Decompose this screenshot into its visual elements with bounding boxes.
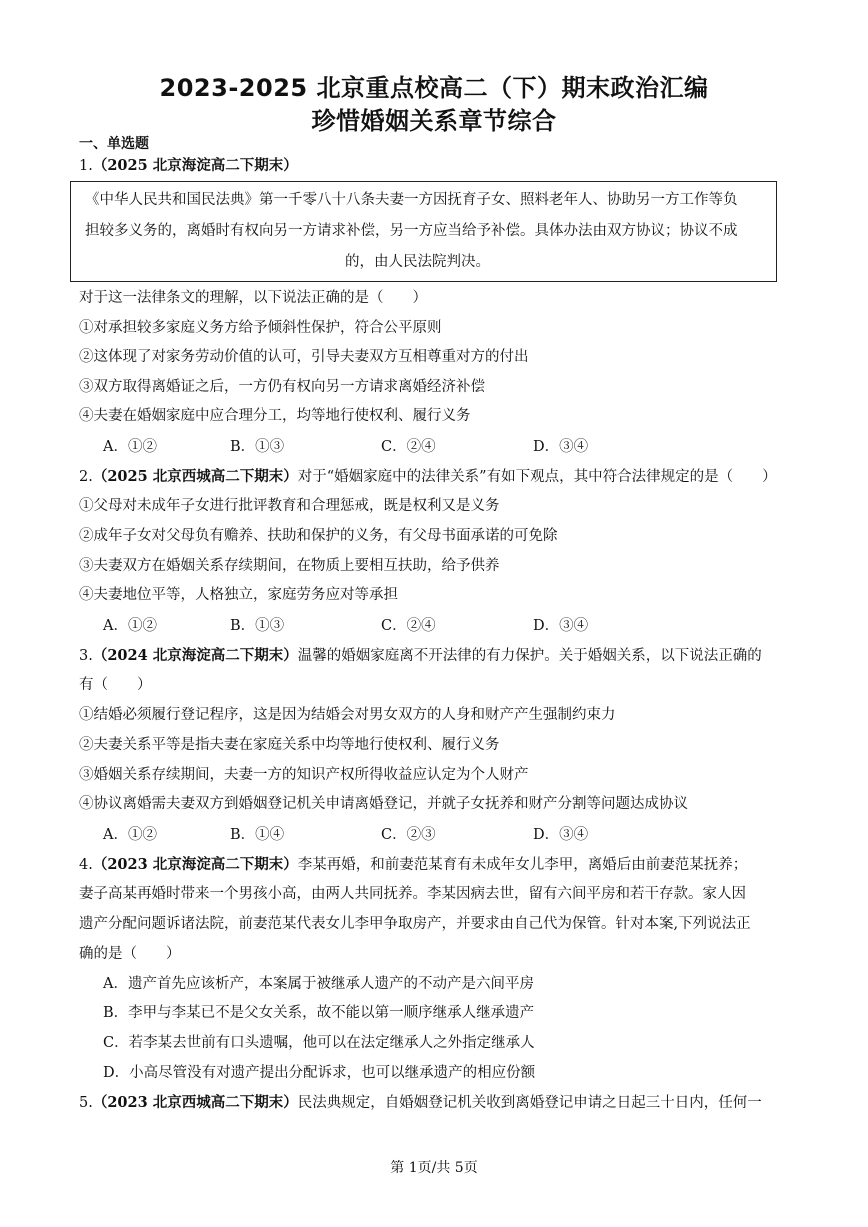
statement-item: ②这体现了对家务劳动价值的认可，引导夫妻双方互相尊重对方的付出	[79, 349, 529, 365]
option-c: C．②④	[381, 618, 436, 634]
question-number: 5.	[79, 1095, 93, 1111]
question-stem-continued: 有（ ）	[79, 677, 152, 693]
option-a: A．①②	[103, 618, 157, 634]
choice-d: D．小高尽管没有对遗产提出分配诉求，也可以继承遗产的相应份额	[103, 1065, 536, 1081]
question-number: 1.	[79, 158, 93, 174]
statement-item: ①父母对未成年子女进行批评教育和合理惩戒，既是权利又是义务	[79, 498, 500, 514]
option-d: D．③④	[533, 439, 589, 455]
question-stem: 温馨的婚姻家庭离不开法律的有力保护。关于婚姻关系，以下说法正确的	[297, 648, 762, 664]
question-5-header	[79, 1093, 762, 1113]
statement-item: ④夫妻在婚姻家庭中应合理分工，均等地行使权利、履行义务	[79, 408, 471, 424]
page-title: 2023-2025 北京重点校高二（下）期末政治汇编	[159, 74, 709, 102]
quote-box	[70, 181, 777, 282]
statement-item: ④协议离婚需夫妻双方到婚姻登记机关申请离婚登记，并就子女抚养和财产分割等问题达成协议	[79, 796, 688, 812]
quote-line: 担较多义务的，离婚时有权向另一方请求补偿，另一方应当给予补偿。具体办法由双方协议；协议不成	[85, 223, 738, 239]
choice-b: B．李甲与李某已不是父女关系，故不能以第一顺序继承人继承遗产	[103, 1005, 535, 1021]
choice-c: C．若李某去世前有口头遗嘱，他可以在法定继承人之外指定继承人	[103, 1035, 535, 1051]
option-c: C．②④	[381, 439, 436, 455]
statement-item: ③婚姻关系存续期间，夫妻一方的知识产权所得收益应认定为个人财产	[79, 767, 529, 783]
statement-item: ③双方取得离婚证之后，一方仍有权向另一方请求离婚经济补偿	[79, 379, 485, 395]
question-source: （2025 北京海淀高二下期末）	[92, 157, 298, 174]
quote-line: 《中华人民共和国民法典》第一千零八十八条夫妻一方因抚育子女、照料老年人、协助另一方工作等负	[85, 192, 738, 208]
option-b: B．①③	[230, 439, 285, 455]
question-source: （2023 北京西城高二下期末）	[92, 1094, 298, 1111]
question-stem: 民法典规定，自婚姻登记机关收到离婚登记申请之日起三十日内，任何一	[297, 1095, 762, 1111]
option-c: C．②③	[381, 827, 436, 843]
question-2-header	[79, 467, 777, 487]
option-b: B．①④	[230, 827, 285, 843]
option-a: A．①②	[103, 439, 157, 455]
page-subtitle: 珍惜婚姻关系章节综合	[311, 107, 557, 135]
question-3-header	[79, 646, 762, 666]
question-stem: 对于这一法律条文的理解，以下说法正确的是（ ）	[79, 290, 427, 306]
question-4-header	[79, 855, 747, 875]
statement-item: ②成年子女对父母负有赡养、扶助和保护的义务，有父母书面承诺的可免除	[79, 528, 558, 544]
statement-item: ④夫妻地位平等，人格独立，家庭劳务应对等承担	[79, 587, 398, 603]
statement-item: ②夫妻关系平等是指夫妻在家庭关系中均等地行使权利、履行义务	[79, 737, 500, 753]
question-1-header	[79, 156, 298, 176]
question-source: （2024 北京海淀高二下期末）	[92, 647, 298, 664]
question-stem-continued: 确的是（ ）	[79, 946, 181, 962]
option-a: A．①②	[103, 827, 157, 843]
option-d: D．③④	[533, 618, 589, 634]
question-source: （2023 北京海淀高二下期末）	[92, 856, 298, 873]
question-stem-continued: 遗产分配问题诉诸法院，前妻范某代表女儿李甲争取房产，并要求由自己代为保管。针对本案,下列说法正	[79, 916, 751, 932]
section-heading: 一、单选题	[79, 136, 149, 152]
question-number: 4.	[79, 857, 93, 873]
question-number: 3.	[79, 648, 93, 664]
quote-line: 的，由人民法院判决。	[345, 254, 490, 270]
option-b: B．①③	[230, 618, 285, 634]
choice-a: A．遗产首先应该析产，本案属于被继承人遗产的不动产是六间平房	[103, 976, 534, 992]
question-source: （2025 北京西城高二下期末）	[92, 468, 298, 485]
question-stem: 对于“婚姻家庭中的法律关系”有如下观点，其中符合法律规定的是（ ）	[297, 469, 777, 485]
statement-item: ①对承担较多家庭义务方给予倾斜性保护，符合公平原则	[79, 320, 442, 336]
statement-item: ①结婚必须履行登记程序，这是因为结婚会对男女双方的人身和财产产生强制约束力	[79, 707, 616, 723]
question-number: 2.	[79, 469, 93, 485]
question-stem-continued: 妻子高某再婚时带来一个男孩小高，由两人共同抚养。李某因病去世，留有六间平房和若干存款。家人因	[79, 886, 746, 902]
statement-item: ③夫妻双方在婚姻关系存续期间，在物质上要相互扶助，给予供养	[79, 558, 500, 574]
page-number: 第 1页/共 5页	[390, 1160, 478, 1176]
question-stem: 李某再婚，和前妻范某育有未成年女儿李甲，离婚后由前妻范某抚养；	[297, 857, 748, 873]
option-d: D．③④	[533, 827, 589, 843]
